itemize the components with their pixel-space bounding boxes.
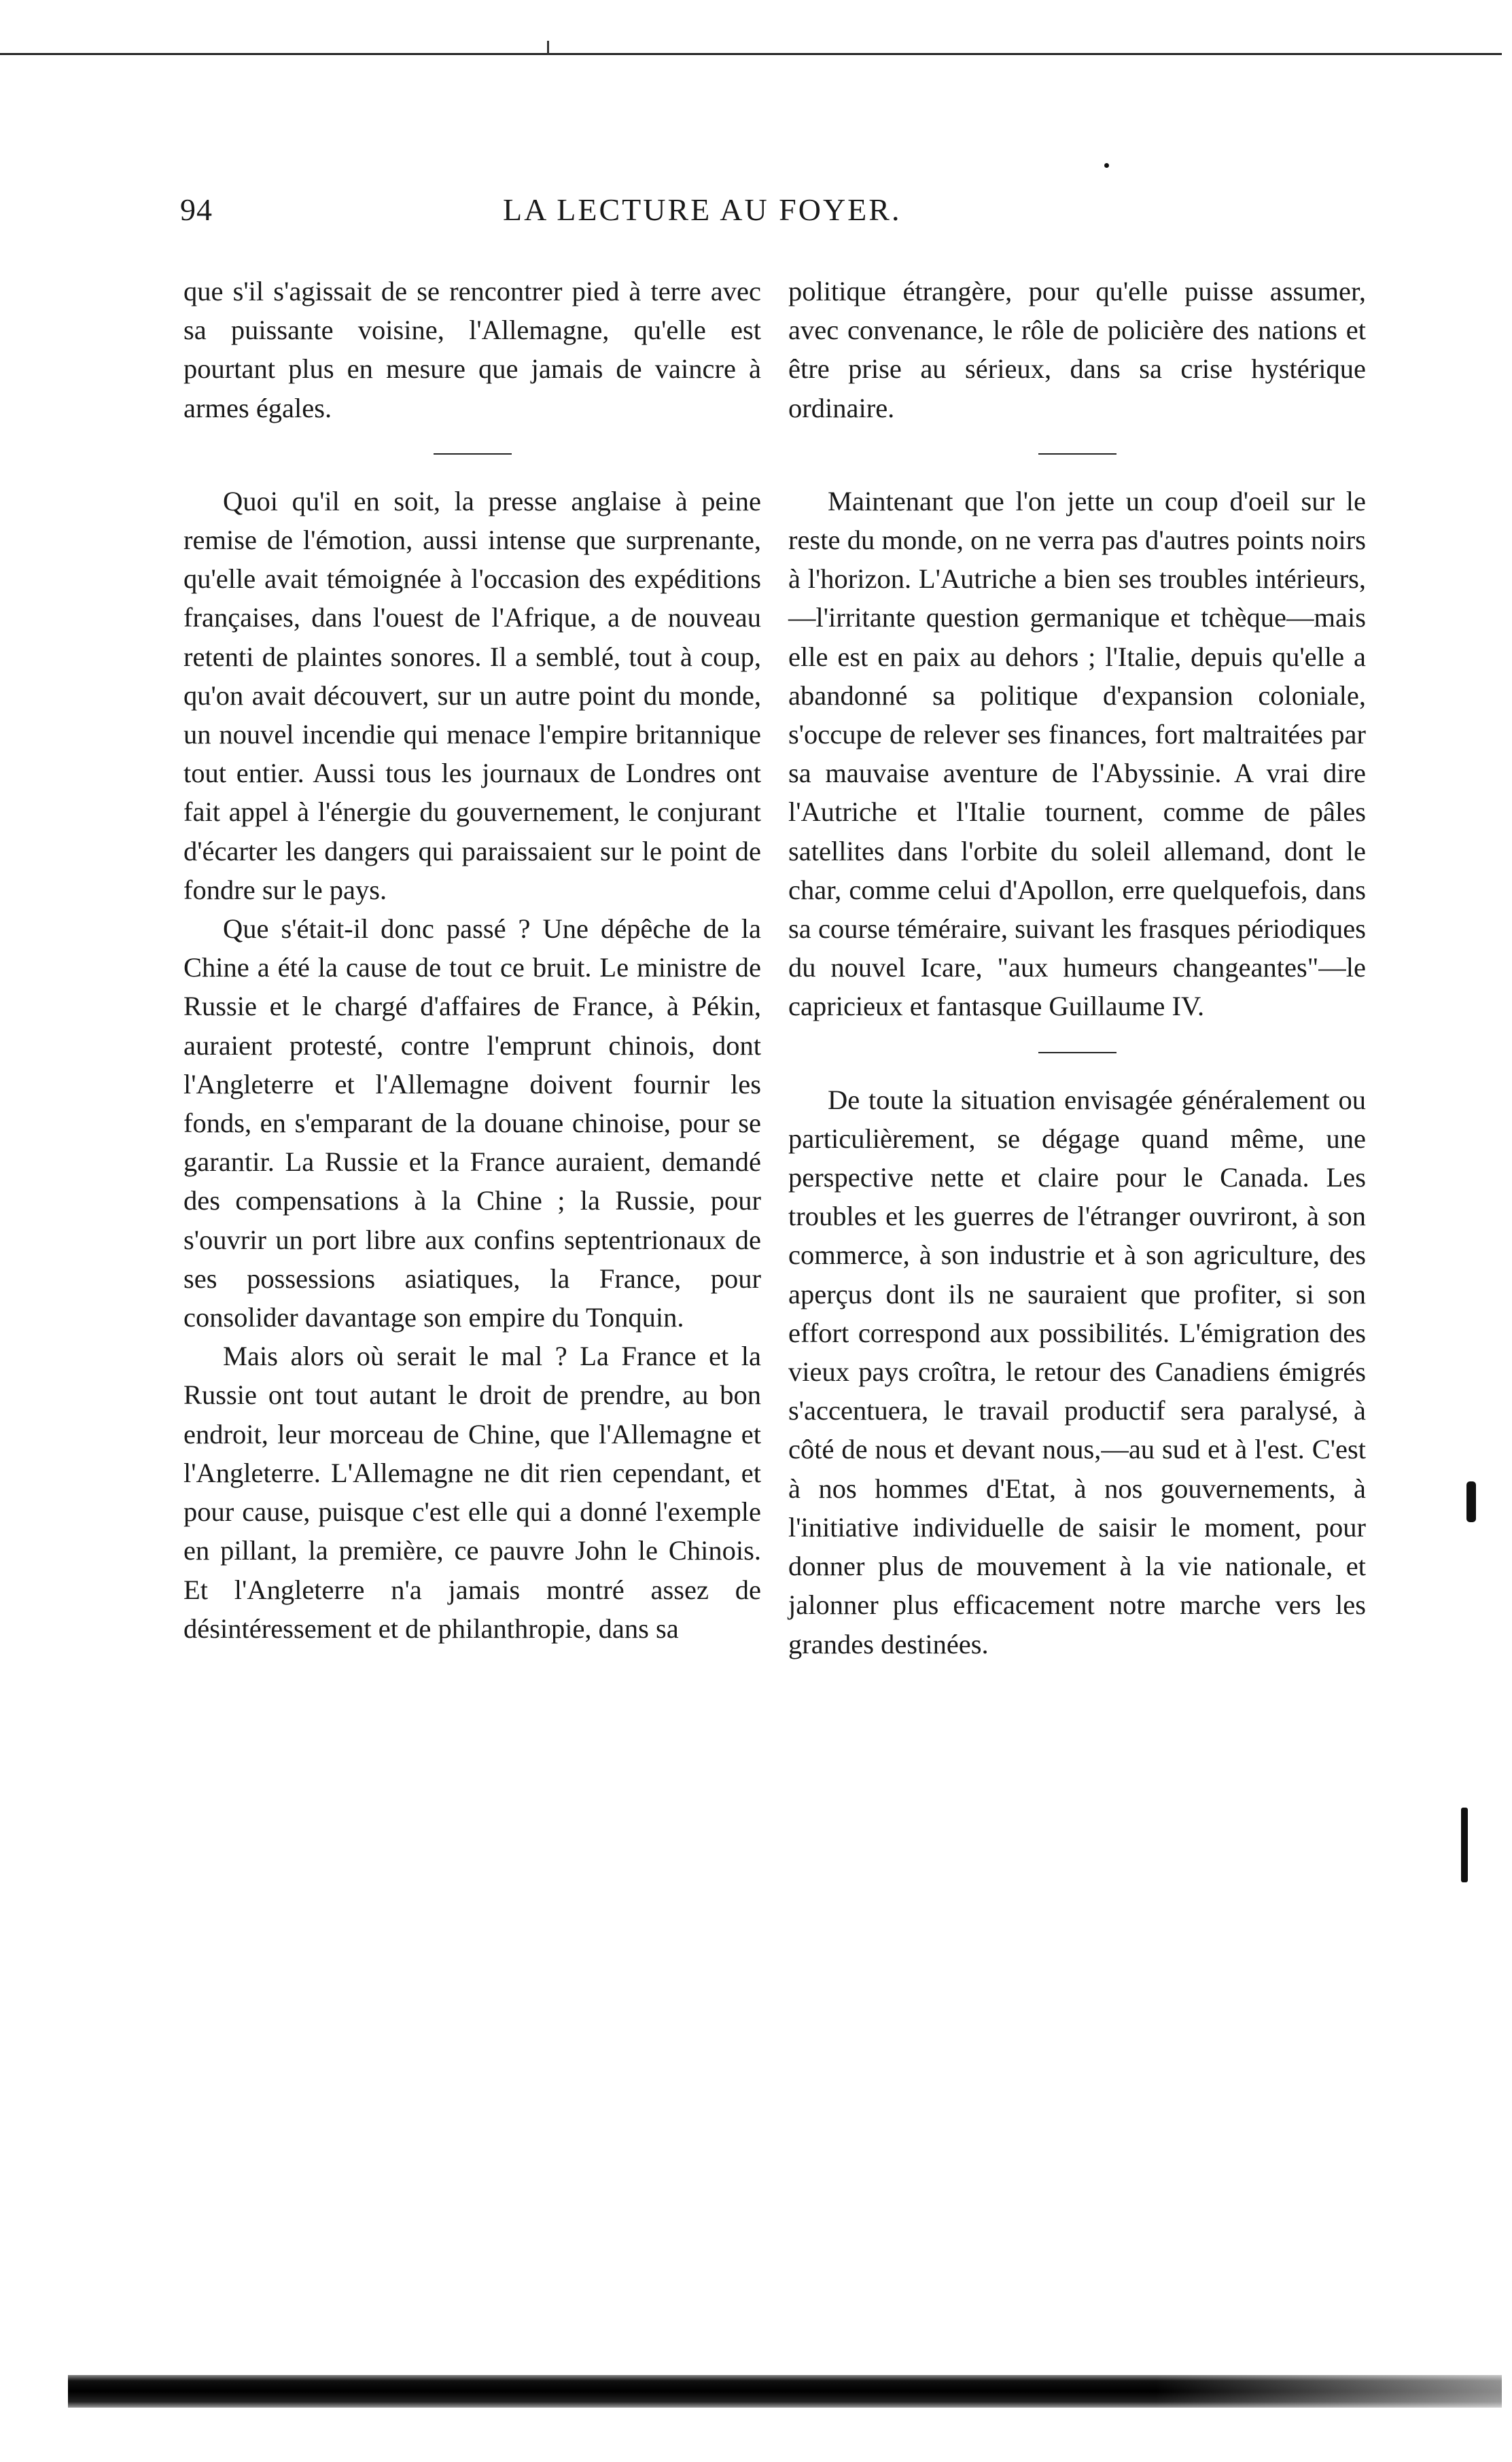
running-title: LA LECTURE AU FOYER. <box>503 192 902 227</box>
section-divider <box>1038 1052 1117 1053</box>
ink-speck <box>1104 163 1109 168</box>
right-paragraph-3: De toute la situation envisagée généralement ou particulièrement, se dégage quand même, une perspective nette et claire pour le Canada. Les troubles et les guerres de l'étranger ouvriront, à son commerce, à son industrie et à son agriculture, des aperçus dont ils ne sauraient que profiter, si son effort correspond aux possibilités. L'émigration des vieux pays croîtra, le retour des Canadiens émigrés s'accentuera, le travail productif sera paralysé, à côté de nous et devant nous,—au sud et à l'est. C'est à nos hommes d'Etat, à nos gouvernements, à l'initiative individuelle de saisir le moment, pour donner plus de mouvement à la vie nationale, et jalonner plus efficacement notre marche vers les grandes destinées. <box>788 1084 1366 1659</box>
left-paragraph-1: que s'il s'agissait de se rencontrer pied à terre avec sa puissante voisine, l'Allemagne, qu'elle est pourtant plus en mesure que jamais de vaincre à armes égales. <box>183 276 761 423</box>
top-rule <box>0 53 1502 55</box>
left-column <box>183 272 761 1648</box>
top-rule-tick <box>547 41 549 54</box>
left-paragraph-4: Mais alors où serait le mal ? La France et la Russie ont tout autant le droit de prendre, au bon endroit, leur morceau de Chine, que l'Allemagne et l'Angleterre. L'Allemagne ne dit rien cependant, et pour cause, puisque c'est elle qui a donné l'exemple en pillant, la première, ce pauvre John le Chinois. Et l'Angleterre n'a jamais montré assez de désintéressement et de philanthropie, dans sa <box>183 1341 761 1644</box>
right-paragraph-1: politique étrangère, pour qu'elle puisse assumer, avec convenance, le rôle de policière des nations et être prise au sérieux, dans sa crise hystérique ordinaire. <box>788 276 1366 423</box>
scan-edge-fade <box>1155 2375 1502 2408</box>
section-divider <box>434 453 512 455</box>
left-paragraph-3: Que s'était-il donc passé ? Une dépêche de la Chine a été la cause de tout ce bruit. Le ministre de Russie et le chargé d'affaires de France, à Pékin, auraient protesté, contre l'emprunt chinois, dont l'Angleterre et l'Allemagne doivent fournir les fonds, en s'emparant de la douane chinoise, pour se garantir. La Russie et la France auraient, demandé des compensations à la Chine ; la Russie, pour s'ouvrir un port libre aux confins septentrionaux de ses possessions asiatiques, la France, pour consolider davantage son empire du Tonquin. <box>183 913 761 1333</box>
left-paragraph-2: Quoi qu'il en soit, la presse anglaise à peine remise de l'émotion, aussi intense que surprenante, qu'elle avait témoignée à l'occasion des expéditions françaises, dans l'ouest de l'Afrique, a de nouveau retenti de plaintes sonores. Il a semblé, tout à coup, qu'on avait découvert, sur un autre point du monde, un nouvel incendie qui menace l'empire britannique tout entier. Aussi tous les journaux de Londres ont fait appel à l'énergie du gouvernement, le conjurant d'écarter les dangers qui paraissaient sur le point de fondre sur le pays. <box>183 485 761 905</box>
page-number: 94 <box>180 192 213 227</box>
margin-ink-mark <box>1466 1481 1476 1522</box>
margin-ink-mark <box>1461 1808 1468 1882</box>
right-column <box>788 272 1366 1664</box>
right-paragraph-2: Maintenant que l'on jette un coup d'oeil sur le reste du monde, on ne verra pas d'autres points noirs à l'horizon. L'Autriche a bien ses troubles intérieurs,—l'irritante question germanique et tchèque—mais elle est en paix au dehors ; l'Italie, depuis qu'elle a abandonné sa politique d'expansion coloniale, s'occupe de relever ses finances, fort maltraitées par sa mauvaise aventure de l'Abyssinie. A vrai dire l'Autriche et l'Italie tournent, comme de pâles satellites dans l'orbite du soleil allemand, dont le char, comme celui d'Apollon, erre quelquefois, dans sa course téméraire, suivant les frasques périodiques du nouvel Icare, "aux humeurs changeantes"—le capricieux et fantasque Guillaume IV. <box>788 485 1366 1022</box>
section-divider <box>1038 453 1117 455</box>
